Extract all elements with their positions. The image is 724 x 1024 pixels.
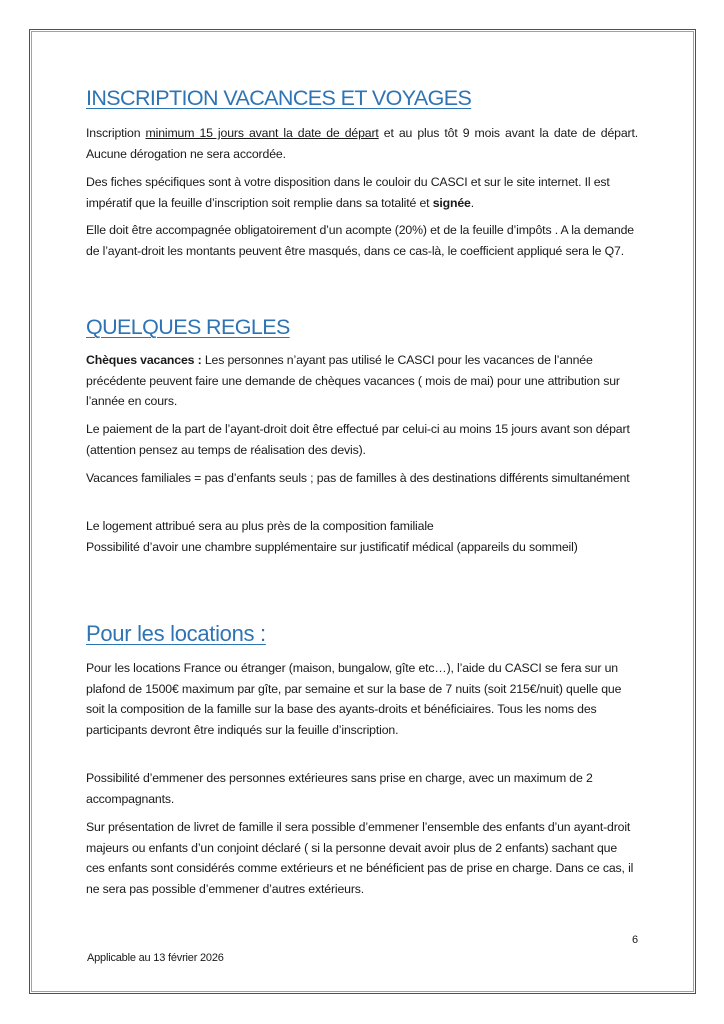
paragraph-inscription-forms: Des fiches spécifiques sont à votre disposition dans le couloir du CASCI et sur le site internet. Il est impératif que la feuille d’inscription soit remplie dans sa totalité et signée. xyxy=(86,175,610,210)
paragraph-cheques-vacances: Chèques vacances : Les personnes n’ayant pas utilisé le CASCI pour les vacances de l’année précédente peuvent faire une demande de chèques vacances ( mois de mai) pour une attribution sur l’année en cours. xyxy=(86,353,620,408)
paragraph-livret-famille: Sur présentation de livret de famille il sera possible d’emmener l’ensemble des enfants d’un ayant-droit majeurs ou enfants d’un conjoint déclaré ( si la personne devait avoir plus de 2 enfants) sachant que ces enfants sont considérés comme extérieurs et ne bénéficient pas de prise en charge. Dans ce cas, il ne sera pas possible d’emmener d’autres extérieurs. xyxy=(86,820,634,896)
paragraph-inscription-delay: Inscription minimum 15 jours avant la date de départ et au plus tôt 9 mois avant la date de départ. Aucune dérogation ne sera accordée. xyxy=(86,126,638,161)
paragraph-logement: Le logement attribué sera au plus près de la composition familiale Possibilité d’avoir une chambre supplémentaire sur justificatif médical (appareils du sommeil) xyxy=(86,519,578,554)
paragraph-vacances-familiales: Vacances familiales = pas d’enfants seuls ; pas de familles à des destinations différents simultanément xyxy=(86,471,630,485)
heading-pour-les-locations: Pour les locations : xyxy=(86,621,266,646)
footer-applicable-date: Applicable au 13 février 2026 xyxy=(87,952,224,964)
underlined-deadline: minimum 15 jours avant la date de départ xyxy=(145,126,379,140)
paragraph-inscription-deposit: Elle doit être accompagnée obligatoirement d’un acompte (20%) et de la feuille d’impôts . A la demande de l’ayant-droit les montants peuvent être masqués, dans ce cas-là, le coefficient appliqué sera le Q7. xyxy=(86,223,634,258)
paragraph-accompagnants: Possibilité d’emmener des personnes extérieures sans prise en charge, avec un maximum de 2 accompagnants. xyxy=(86,771,593,806)
bold-signee: signée xyxy=(432,195,471,210)
heading-quelques-regles: QUELQUES REGLES xyxy=(86,315,290,339)
paragraph-paiement: Le paiement de la part de l’ayant-droit doit être effectué par celui-ci au moins 15 jours avant son départ (attention pensez au temps de réalisation des devis). xyxy=(86,422,630,457)
bold-cheques-vacances: Chèques vacances : xyxy=(86,353,202,367)
paragraph-locations-plafond: Pour les locations France ou étranger (maison, bungalow, gîte etc…), l’aide du CASCI se fera sur un plafond de 1500€ maximum par gîte, par semaine et sur la base de 7 nuits (soit 215€/nuit) quelle que soit la composition de la famille sur la base des ayants-droits et bénéficiaires. Tous les noms des participants devront être indiqués sur la feuille d’inscription. xyxy=(86,661,622,737)
heading-inscription: INSCRIPTION VACANCES ET VOYAGES xyxy=(86,86,472,110)
page-number: 6 xyxy=(632,934,639,946)
